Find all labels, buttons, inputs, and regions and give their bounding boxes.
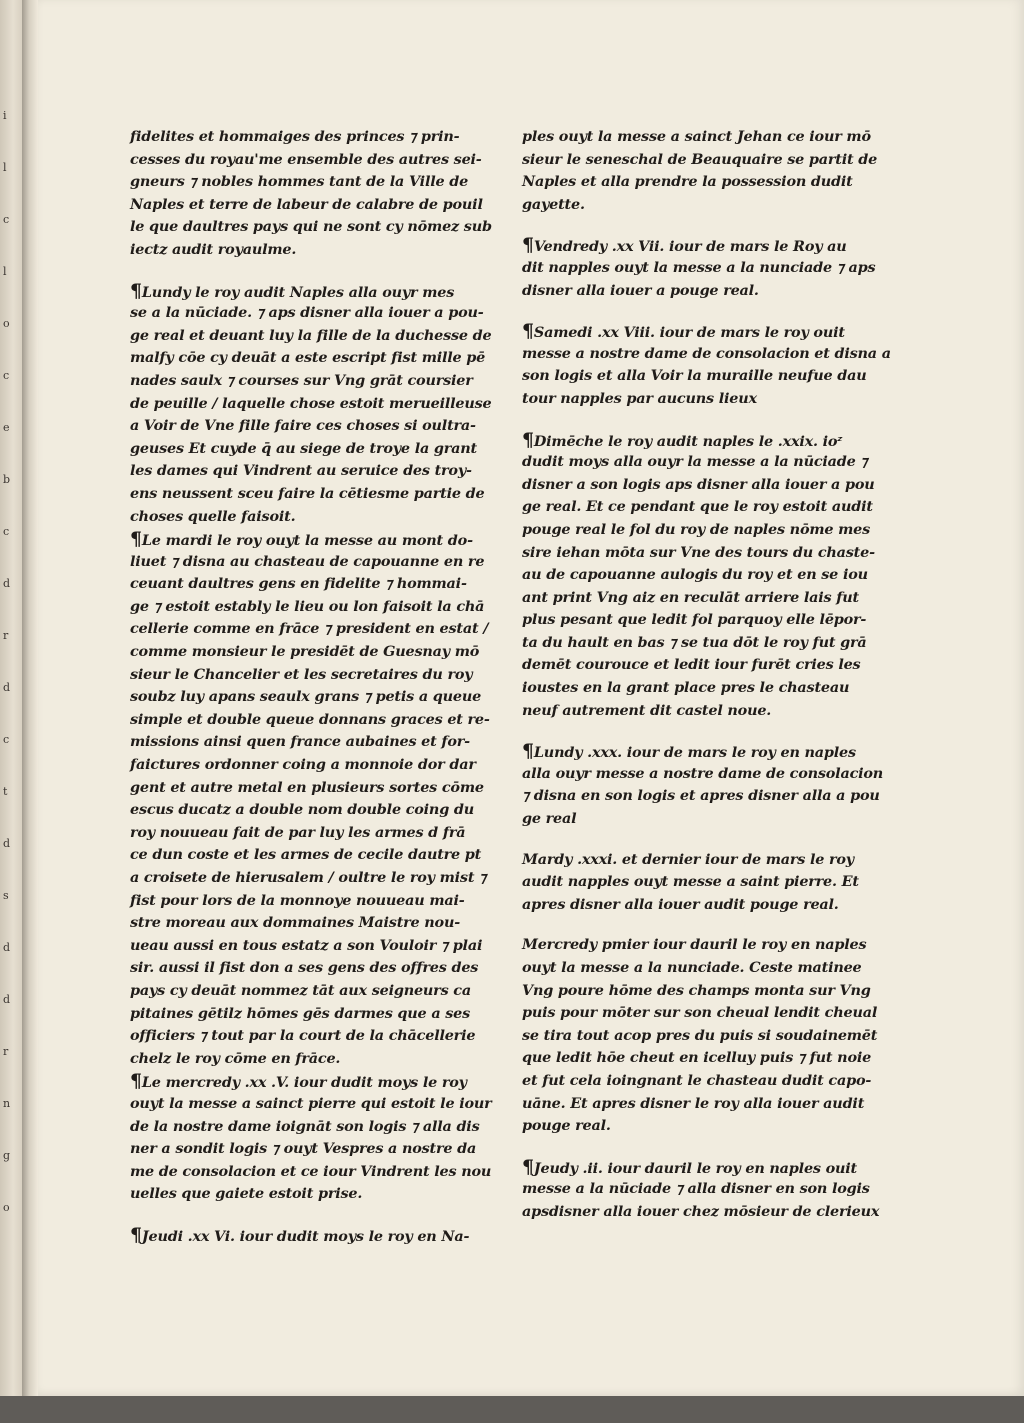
- text-line: [522, 1025, 900, 1048]
- text-line: [130, 370, 514, 393]
- line-text: ouyt la messe a sainct pierre qui estoit le iour: [130, 1094, 492, 1112]
- text-line: [130, 1116, 514, 1139]
- text-line: [130, 686, 514, 709]
- text-line: [130, 777, 514, 800]
- text-line: [522, 320, 900, 343]
- line-text: puis pour mōter sur son cheual lendit cheual: [522, 1004, 878, 1022]
- line-text: ⁊ disna en son logis et apres disner alla a pou: [522, 787, 880, 805]
- text-line: [522, 257, 900, 280]
- text-line: [522, 785, 900, 808]
- text-line: [130, 912, 514, 935]
- text-line: [130, 1138, 514, 1161]
- line-text: nades saulx ⁊ courses sur Vng grāt coursier: [130, 371, 473, 389]
- line-text: pays cy deuāt nommez tāt aux seigneurs ca: [130, 981, 471, 999]
- line-text: pouge real le fol du roy de naples nōme mes: [522, 520, 871, 538]
- text-line: [522, 149, 900, 172]
- text-line: [130, 799, 514, 822]
- line-text: apsdisner alla iouer chez mōsieur de clerieux: [522, 1202, 880, 1220]
- line-text: ce dun coste et les armes de cecile dautre pt: [130, 846, 482, 864]
- line-text: uāne. Et apres disner le roy alla iouer audit: [522, 1094, 865, 1112]
- text-line: [522, 1115, 900, 1138]
- line-text: au de capouanne aulogis du roy et en se iou: [522, 566, 868, 584]
- text-line: [130, 506, 514, 529]
- text-line: [522, 519, 900, 542]
- text-line: [522, 934, 900, 957]
- text-line: [130, 194, 514, 217]
- paragraph: [522, 126, 900, 216]
- paragraph: [522, 429, 900, 723]
- text-line: [522, 194, 900, 217]
- text-line: [130, 528, 514, 551]
- text-line: [522, 1156, 900, 1179]
- line-text: de peuille / laquelle chose estoit merueilleuse: [130, 394, 492, 412]
- text-line: [522, 234, 900, 257]
- text-line: [130, 822, 514, 845]
- text-line: [522, 365, 900, 388]
- line-text: pouge real.: [522, 1117, 611, 1135]
- text-line: [130, 618, 514, 641]
- text-line: [130, 1025, 514, 1048]
- line-text: iectz audit royaulme.: [130, 240, 297, 258]
- text-line: [130, 302, 514, 325]
- line-text: ueau aussi en tous estatz a son Vouloir ⁊ plai: [130, 936, 483, 954]
- text-line: [130, 171, 514, 194]
- edge-mark: c: [3, 369, 10, 382]
- text-line: [130, 664, 514, 687]
- line-text: faictures ordonner coing a monnoie dor dar: [130, 756, 476, 774]
- text-line: [130, 483, 514, 506]
- text-line: [130, 754, 514, 777]
- paragraph: [130, 1224, 514, 1247]
- pilcrow-mark: ¶: [522, 428, 534, 451]
- text-line: [130, 149, 514, 172]
- edge-mark: n: [3, 1097, 11, 1110]
- edge-mark: o: [3, 1201, 10, 1214]
- line-text: disner a son logis aps disner alla iouer a pou: [522, 475, 875, 493]
- text-line: [522, 496, 900, 519]
- line-text: gent et autre metal en plusieurs sortes cōme: [130, 778, 484, 796]
- line-text: ouyt la messe a la nunciade. Ceste matinee: [522, 959, 862, 976]
- text-line: [522, 1047, 900, 1070]
- text-line: [522, 1002, 900, 1025]
- edge-mark: b: [3, 473, 11, 486]
- line-text: sieur le seneschal de Beauquaire se partit de: [522, 150, 878, 168]
- paragraph: [130, 280, 514, 529]
- text-line: [522, 474, 900, 497]
- line-text: Jeudi .xx Vi. iour dudit moys le roy en Na-: [141, 1227, 470, 1245]
- text-line: [522, 849, 900, 872]
- line-text: comme monsieur le presidēt de Guesnay mō: [130, 643, 480, 661]
- line-text: fist pour lors de la monnoye nouueau mai-: [130, 891, 465, 909]
- text-line: [130, 641, 514, 664]
- edge-mark: d: [3, 837, 11, 850]
- line-text: soubz luy apans seaulx grans ⁊ petis a queue: [130, 688, 482, 706]
- pilcrow-mark: ¶: [522, 320, 534, 343]
- left-page-edge: [0, 0, 22, 1423]
- edge-mark: d: [3, 577, 11, 590]
- text-line: [522, 1093, 900, 1116]
- edge-mark: c: [3, 525, 10, 538]
- pilcrow-mark: ¶: [522, 234, 534, 257]
- text-line: [522, 871, 900, 894]
- line-text: Lundy le roy audit Naples alla ouyr mes: [141, 283, 455, 301]
- text-line: [522, 1201, 900, 1224]
- pilcrow-mark: ¶: [130, 1223, 142, 1246]
- text-line: [130, 216, 514, 239]
- line-text: malfy cōe cy deuāt a este escript fist mille pē: [130, 349, 486, 367]
- page-bottom-background: [0, 1396, 1024, 1423]
- line-text: que ledit hōe cheut en icelluy puis ⁊ fut noie: [522, 1049, 872, 1067]
- line-text: Vng poure hōme des champs monta sur Vng: [522, 981, 871, 999]
- line-text: Naples et terre de labeur de calabre de pouil: [130, 195, 483, 213]
- edge-mark: l: [3, 161, 7, 174]
- text-line: [130, 867, 514, 890]
- text-line: [130, 1224, 514, 1247]
- line-text: disner alla iouer a pouge real.: [522, 281, 759, 299]
- text-line: [522, 1070, 900, 1093]
- edge-mark: d: [3, 993, 11, 1006]
- line-text: gneurs ⁊ nobles hommes tant de la Ville de: [130, 173, 469, 191]
- line-text: officiers ⁊ tout par la court de la chācellerie: [130, 1027, 476, 1045]
- left-text-column: [130, 126, 514, 1265]
- text-line: [130, 1003, 514, 1026]
- text-line: [130, 980, 514, 1003]
- text-line: [130, 935, 514, 958]
- line-text: plus pesant que ledit fol parquoy elle lēpor-: [522, 611, 867, 629]
- text-line: [522, 654, 900, 677]
- line-text: fidelites et hommaiges des princes ⁊ prin-: [130, 128, 460, 145]
- text-line: [130, 325, 514, 348]
- edge-mark: r: [3, 629, 9, 642]
- line-text: a Voir de Vne fille faire ces choses si oultra-: [130, 417, 476, 435]
- line-text: sieur le Chancelier et les secretaires du roy: [130, 665, 473, 683]
- line-text: roy nouueau fait de par luy les armes d frā: [130, 823, 466, 841]
- line-text: ner a sondit logis ⁊ ouyt Vespres a nostre da: [130, 1140, 477, 1158]
- text-line: [130, 844, 514, 867]
- text-line: [130, 890, 514, 913]
- line-text: Le mercredy .xx .V. iour dudit moys le roy: [141, 1074, 467, 1092]
- line-text: Le mardi le roy ouyt la messe au mont do-: [141, 532, 473, 550]
- line-text: sire iehan mōta sur Vne des tours du chaste-: [522, 543, 875, 561]
- paragraph: [522, 934, 900, 1137]
- pilcrow-mark: ¶: [130, 279, 142, 302]
- line-text: ge real: [522, 810, 577, 828]
- line-text: a croisete de hierusalem / oultre le roy mist ⁊: [130, 869, 487, 886]
- text-line: [130, 1070, 514, 1093]
- right-text-column: [522, 126, 900, 1242]
- line-text: pitaines gētilz hōmes gēs darmes que a ses: [130, 1004, 471, 1022]
- line-text: son logis et alla Voir la muraille neufue dau: [522, 367, 867, 385]
- line-text: ioustes en la grant place pres le chasteau: [522, 679, 850, 697]
- line-text: simple et double queue donnans graces et re-: [130, 710, 490, 728]
- line-text: Mercredy pmier iour dauril le roy en naples: [522, 936, 867, 954]
- line-text: choses quelle faisoit.: [130, 507, 296, 525]
- line-text: ant print Vng aiz en reculāt arriere lais fut: [522, 588, 859, 606]
- text-line: [130, 731, 514, 754]
- line-text: me de consolacion et ce iour Vindrent les nou: [130, 1162, 492, 1180]
- line-text: chelz le roy cōme en frāce.: [130, 1049, 341, 1067]
- line-text: dit napples ouyt la messe a la nunciade ⁊ aps: [522, 258, 876, 276]
- pilcrow-mark: ¶: [522, 1155, 534, 1178]
- text-line: [130, 347, 514, 370]
- line-text: cellerie comme en frāce ⁊ president en estat /: [130, 620, 489, 638]
- line-text: Dimēche le roy audit naples le .xxix. ioᶻ: [533, 432, 843, 450]
- text-line: [522, 564, 900, 587]
- pilcrow-mark: ¶: [130, 528, 142, 551]
- line-text: Vendredy .xx Vii. iour de mars le Roy au: [533, 238, 847, 256]
- text-line: [522, 808, 900, 831]
- line-text: uelles que gaiete estoit prise.: [130, 1185, 363, 1203]
- line-text: messe a la nūciade ⁊ alla disner en son logis: [522, 1180, 870, 1198]
- paragraph: [130, 1070, 514, 1206]
- text-line: [130, 1048, 514, 1071]
- text-line: [522, 700, 900, 723]
- text-line: [522, 429, 900, 452]
- paragraph: [130, 528, 514, 1070]
- line-text: missions ainsi quen france aubaines et for-: [130, 733, 470, 751]
- text-line: [130, 1093, 514, 1116]
- line-text: apres disner alla iouer audit pouge real.: [522, 895, 839, 913]
- text-line: [130, 415, 514, 438]
- line-text: se tira tout acop pres du puis si soudainemēt: [522, 1026, 878, 1044]
- text-line: [130, 709, 514, 732]
- line-text: cesses du royau'me ensemble des autres sei-: [130, 150, 482, 168]
- line-text: Samedi .xx Viii. iour de mars le roy ouit: [533, 324, 845, 342]
- text-line: [130, 280, 514, 303]
- line-text: neuf autrement dit castel noue.: [522, 701, 772, 719]
- text-line: [522, 388, 900, 411]
- pilcrow-mark: ¶: [130, 1070, 142, 1093]
- text-line: [522, 542, 900, 565]
- text-line: [522, 343, 900, 366]
- text-line: [522, 280, 900, 303]
- edge-mark: t: [3, 785, 8, 798]
- text-line: [130, 573, 514, 596]
- line-text: ge real et deuant luy la fille de la duchesse de: [130, 326, 492, 344]
- line-text: geuses Et cuyde q̄ au siege de troye la grant: [130, 439, 477, 457]
- paragraph: [522, 740, 900, 830]
- text-line: [130, 126, 514, 149]
- line-text: liuet ⁊ disna au chasteau de capouanne en re: [130, 552, 485, 570]
- line-text: les dames qui Vindrent au seruice des troy-: [130, 462, 472, 480]
- text-line: [130, 438, 514, 461]
- paragraph: [522, 234, 900, 302]
- text-line: [522, 763, 900, 786]
- line-text: ge ⁊ estoit estably le lieu ou lon faisoit la chā: [130, 597, 485, 615]
- edge-mark: c: [3, 733, 10, 746]
- line-text: escus ducatz a double nom double coing du: [130, 801, 474, 819]
- text-line: [522, 1178, 900, 1201]
- line-text: sir. aussi il fist don a ses gens des offres des: [130, 959, 479, 977]
- paragraph: [522, 849, 900, 917]
- pilcrow-mark: ¶: [522, 740, 534, 763]
- line-text: alla ouyr messe a nostre dame de consolacion: [522, 764, 884, 782]
- text-line: [130, 596, 514, 619]
- edge-mark: i: [3, 109, 7, 122]
- line-text: Jeudy .ii. iour dauril le roy en naples ouit: [533, 1159, 857, 1177]
- line-text: se a la nūciade. ⁊ aps disner alla iouer a pou-: [130, 304, 484, 322]
- text-line: [130, 551, 514, 574]
- text-line: [522, 677, 900, 700]
- edge-mark: e: [3, 421, 10, 434]
- book-gutter: [22, 0, 38, 1423]
- text-line: [130, 460, 514, 483]
- line-text: Naples et alla prendre la possession dudit: [522, 173, 853, 191]
- line-text: ta du hault en bas ⁊ se tua dōt le roy fut grā: [522, 633, 867, 651]
- text-line: [130, 1183, 514, 1206]
- line-text: le que daultres pays qui ne sont cy nōmez sub: [130, 218, 492, 236]
- text-line: [130, 957, 514, 980]
- line-text: ens neussent sceu faire la cētiesme partie de: [130, 484, 485, 502]
- text-line: [522, 126, 900, 149]
- line-text: et fut cela ioingnant le chasteau dudit capo-: [522, 1071, 872, 1089]
- line-text: ples ouyt la messe a sainct Jehan ce iour mō: [522, 128, 871, 145]
- text-line: [522, 740, 900, 763]
- text-line: [522, 451, 900, 474]
- line-text: dudit moys alla ouyr la messe a la nūciade ⁊: [522, 453, 868, 471]
- line-text: de la nostre dame ioignāt son logis ⁊ alla dis: [130, 1117, 480, 1135]
- edge-mark: c: [3, 213, 10, 226]
- line-text: Mardy .xxxi. et dernier iour de mars le roy: [522, 850, 854, 868]
- edge-mark: s: [3, 889, 9, 902]
- edge-mark: r: [3, 1045, 9, 1058]
- paragraph: [130, 126, 514, 262]
- text-line: [522, 171, 900, 194]
- text-line: [522, 609, 900, 632]
- line-text: tour napples par aucuns lieux: [522, 389, 757, 407]
- text-line: [130, 393, 514, 416]
- line-text: ceuant daultres gens en fidelite ⁊ hommai-: [130, 575, 467, 593]
- left-page-edge-text: [3, 90, 13, 1270]
- text-line: [522, 980, 900, 1003]
- text-line: [522, 632, 900, 655]
- line-text: messe a nostre dame de consolacion et disna a: [522, 344, 891, 362]
- text-line: [522, 587, 900, 610]
- line-text: Lundy .xxx. iour de mars le roy en naples: [533, 744, 856, 762]
- text-line: [130, 1161, 514, 1184]
- edge-mark: g: [3, 1149, 11, 1162]
- line-text: demēt courouce et ledit iour furēt cries les: [522, 656, 861, 674]
- paragraph: [522, 1156, 900, 1224]
- text-line: [522, 957, 900, 980]
- line-text: ge real. Et ce pendant que le roy estoit audit: [522, 498, 873, 516]
- line-text: stre moreau aux dommaines Maistre nou-: [130, 914, 460, 932]
- edge-mark: d: [3, 941, 11, 954]
- edge-mark: l: [3, 265, 7, 278]
- edge-mark: o: [3, 317, 10, 330]
- text-line: [130, 239, 514, 262]
- edge-mark: d: [3, 681, 11, 694]
- text-line: [522, 894, 900, 917]
- line-text: gayette.: [522, 195, 585, 213]
- paragraph: [522, 320, 900, 410]
- line-text: audit napples ouyt messe a saint pierre. Et: [522, 873, 859, 891]
